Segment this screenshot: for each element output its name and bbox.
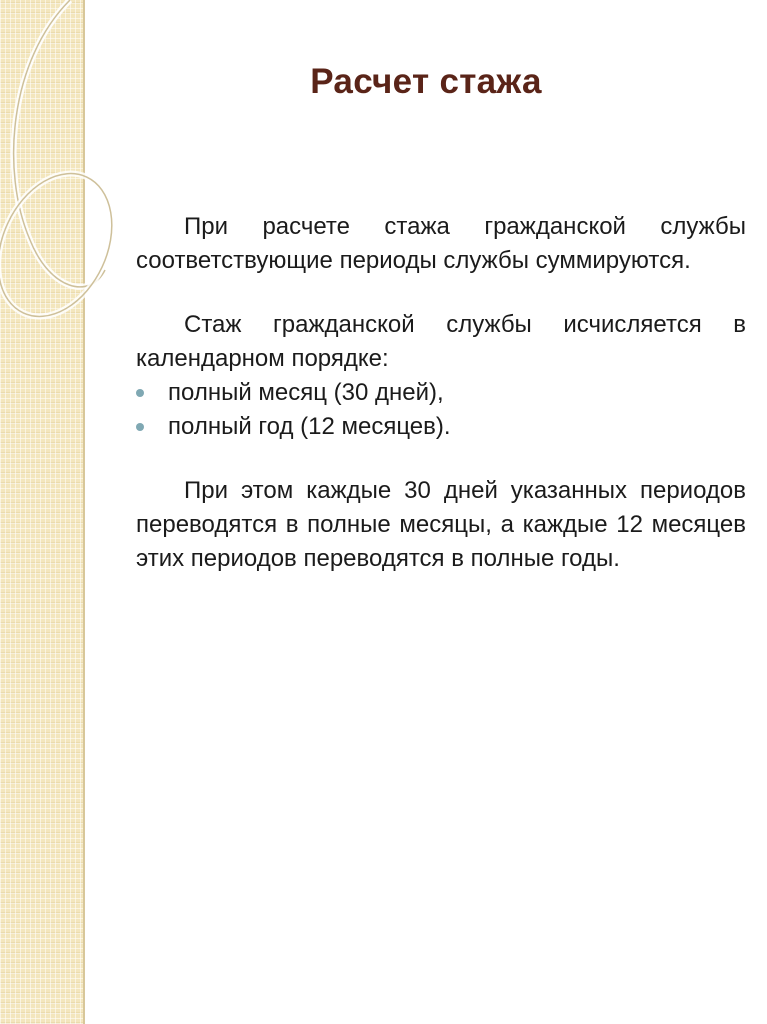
list-item-text: полный год (12 месяцев). [168,413,451,440]
bullet-dot-icon [136,389,144,397]
list-item [136,376,746,410]
side-strip-edge [83,0,85,1024]
paragraph-conversion: При этом каждые 30 дней указанных периодов переводятся в полные месяцы, а каждые 12 месяцев этих периодов переводятся в полные годы. [136,477,746,572]
paragraph-calendar-order: Стаж гражданской службы исчисляется в календарном порядке: [136,311,746,372]
slide-body [136,210,746,576]
slide-title: Расчет стажа [310,62,542,101]
bullet-list [136,376,746,444]
decorative-side-strip [0,0,83,1024]
paragraph-summation: При расчете стажа гражданской службы соответствующие периоды службы суммируются. [136,213,746,274]
bullet-dot-icon [136,423,144,431]
list-item [136,410,746,444]
list-item-text: полный месяц (30 дней), [168,379,444,406]
